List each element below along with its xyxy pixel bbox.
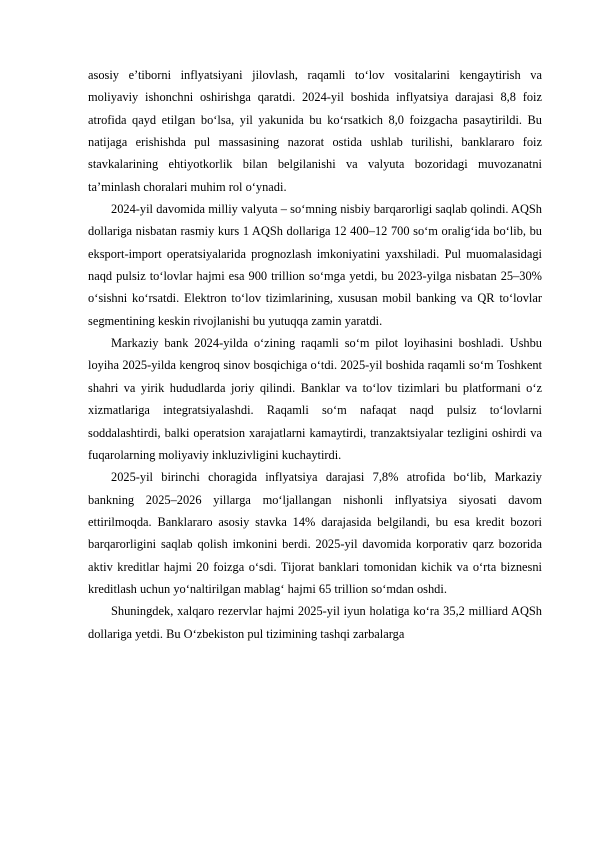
paragraph-3: Markaziy bank 2024-yilda o‘zining raqamli so‘m pilot loyihasini boshladi. Ushbu loyiha 2025-yilda kengroq sinov bosqichiga o‘tdi. 2025-yil boshida raqamli so‘m Toshkent shahri va yirik hududlarda joriy qilindi. Banklar va to‘lov tizimlari bu platformani o‘z xizmatlariga integratsiyalashdi. Raqamli so‘m nafaqat naqd pulsiz to‘lovlarni soddalashtirdi, balki operatsion xarajatlarni kamaytirdi, tranzaktsiyalar tezligini oshirdi va fuqarolarning moliyaviy inkluzivligini kuchaytirdi. [88,336,542,462]
paragraph-2: 2024-yil davomida milliy valyuta – so‘mning nisbiy barqarorligi saqlab qolindi. AQSh dollariga nisbatan rasmiy kurs 1 AQSh dollariga 12 400–12 700 so‘m oralig‘ida bo‘lib, bu eksport-import operatsiyalarida prognozlash imkoniyatini yaxshiladi. Pul muomalasidagi naqd pulsiz to‘lovlar hajmi esa 900 trillion so‘mga yetdi, bu 2023-yilga nisbatan 25–30% o‘sishni ko‘rsatdi. Elektron to‘lov tizimlarining, xususan mobil banking va QR to‘lovlar segmentining keskin rivojlanishi bu yutuqqa zamin yaratdi. [88,202,542,328]
paragraph-5: Shuningdek, xalqaro rezervlar hajmi 2025-yil iyun holatiga ko‘ra 35,2 milliard AQSh dollariga yetdi. Bu O‘zbekiston pul tizimining tashqi zarbalarga [88,604,542,641]
paragraph-1: asosiy e’tiborni inflyatsiyani jilovlash, raqamli to‘lov vositalarini kengaytirish va moliyaviy ishonchni oshirishga qaratdi. 2024-yil boshida inflyatsiya darajasi 8,8 foiz atrofida qayd etilgan bo‘lsa, yil yakunida bu ko‘rsatkich 8,0 foizgacha pasaytirildi. Bu natijaga erishishda pul massasining nazorat ostida ushlab turilishi, banklararo foiz stavkalarining ehtiyotkorlik bilan belgilanishi va valyuta bozoridagi muvozanatni ta’minlash choralari muhim rol o‘ynadi. [88,68,542,194]
paragraph-4: 2025-yil birinchi choragida inflyatsiya darajasi 7,8% atrofida bo‘lib, Markaziy bankning 2025–2026 yillarga mo‘ljallangan nishonli inflyatsiya siyosati davom ettirilmoqda. Banklararo asosiy stavka 14% darajasida belgilandi, bu esa kredit bozori barqarorligini saqlab qolish imkonini berdi. 2025-yil davomida korporativ qarz bozorida aktiv kreditlar hajmi 20 foizga o‘sdi. Tijorat banklari tomonidan kichik va o‘rta biznesni kreditlash uchun yo‘naltirilgan mablag‘ hajmi 65 trillion so‘mdan oshdi. [88,470,542,596]
body-text [88,64,542,645]
